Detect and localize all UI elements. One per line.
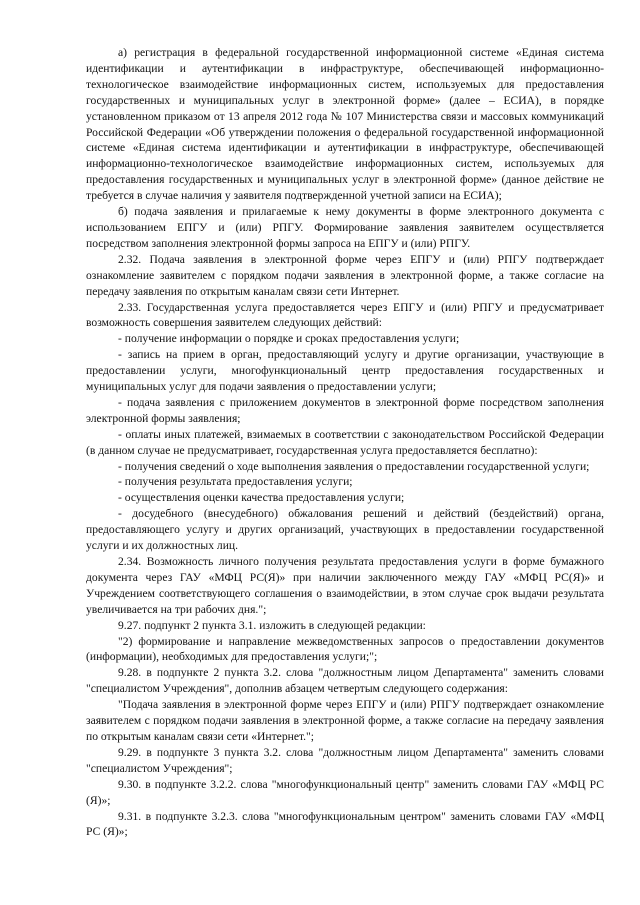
list-item-result: - получения результата предоставления услуги;: [118, 475, 353, 489]
paragraph-1b-application-submission: б) подача заявления и прилагаемые к нему документы в форме электронного документа с использованием ЕПГУ и (или) РПГУ. Формирование заявления заявителем осуществляется посредством заполнения электронной формы запроса на ЕПГУ и (или) РПГУ.: [86, 205, 604, 250]
list-item-info: - получение информации о порядке и сроках предоставления услуги;: [118, 332, 460, 346]
paragraph-9-30: 9.30. в подпункте 3.2.2. слова "многофункциональный центр" заменить словами ГАУ «МФЦ РС (Я)»;: [86, 777, 604, 807]
list-item-status: - получения сведений о ходе выполнения заявления о предоставлении государственной услуги;: [118, 459, 590, 473]
paragraph-9-28-text: "Подача заявления в электронной форме через ЕПГУ и (или) РПГУ подтверждает ознакомление заявителем с порядком подачи заявления в электронной форме, а также согласие на передачу заявления по открытым каналам связи сети «Интернет.";: [86, 698, 604, 743]
paragraph-2-34: 2.34. Возможность личного получения результата предоставления услуги в форме бумажного документа через ГАУ «МФЦ РС(Я)» при наличии заключенного между ГАУ «МФЦ РС(Я)» и Учреждением соответствующего соглашения о взаимодействии, в этом случае срок выдачи результата увеличивается на три рабочих дня.";: [86, 555, 604, 616]
paragraph-9-29: 9.29. в подпункте 3 пункта 3.2. слова "должностным лицом Департамента" заменить словами "специалистом Учреждения";: [86, 745, 604, 775]
paragraph-9-27-text: "2) формирование и направление межведомственных запросов о предоставлении документов (информации), необходимых для предоставления услуги;";: [86, 634, 604, 664]
paragraph-9-31: 9.31. в подпункте 3.2.3. слова "многофункциональным центром" заменить словами ГАУ «МФЦ РС (Я)»;: [86, 809, 604, 839]
paragraph-1a-esia-registration: а) регистрация в федеральной государственной информационной системе «Единая система идентификации и аутентификации в инфраструктуре, обеспечивающей информационно-технологическое взаимодействие информационных систем, используемых для предоставления государственных и муниципальных услуг в электронной форме» (далее – ЕСИА), в порядке установленном приказом от 13 апреля 2012 года № 107 Министерства связи и массовых коммуникаций Российской Федерации «Об утверждении положения о федеральной государственной информационной системе «Единая система идентификации и аутентификации в инфраструктуре, обеспечивающей информационно-технологическое взаимодействие информационных систем, используемых для предоставления государственных и муниципальных услуг в электронной форме» (данное действие не требуется в случае наличия у заявителя подтвержденной учетной записи на ЕСИА);: [86, 46, 604, 203]
paragraph-9-27: 9.27. подпункт 2 пункта 3.1. изложить в следующей редакции:: [118, 618, 426, 632]
list-item-appointment: - запись на прием в орган, предоставляющий услугу и другие организации, участвующие в предоставлении услуги, многофункциональный центр предоставления государственных и муниципальных услуг для подачи заявления о предоставлении услуги;: [86, 348, 604, 394]
list-item-quality: - осуществления оценки качества предоставления услуги;: [118, 491, 405, 505]
paragraph-9-28: 9.28. в подпункте 2 пункта 3.2. слова "должностным лицом Департамента" заменить словами "специалистом Учреждения", дополнив абзацем четвертым следующего содержания:: [86, 666, 604, 696]
list-item-payments: - оплаты иных платежей, взимаемых в соответствии с законодательством Российской Федерации (в данном случае не предусматривает, государственная услуга предоставляется бесплатно):: [86, 427, 604, 457]
paragraph-2-33: 2.33. Государственная услуга предоставляется через ЕПГУ и (или) РПГУ и предусматривает возможность совершения заявителем следующих действий:: [86, 300, 604, 330]
document-page: [86, 45, 604, 840]
list-item-appeal: - досудебного (внесудебного) обжалования решений и действий (бездействий) органа, предоставляющего услугу и других организаций, участвующих в предоставлении государственной услуги и их должностных лиц.: [86, 507, 604, 553]
paragraph-2-32: 2.32. Подача заявления в электронной форме через ЕПГУ и (или) РПГУ подтверждает ознакомление заявителем с порядком подачи заявления в электронной форме, а также согласие на передачу заявления по открытым каналам связи сети Интернет.: [86, 252, 604, 298]
list-item-submission: - подача заявления с приложением документов в электронной форме посредством заполнения электронной формы заявления;: [86, 395, 604, 425]
